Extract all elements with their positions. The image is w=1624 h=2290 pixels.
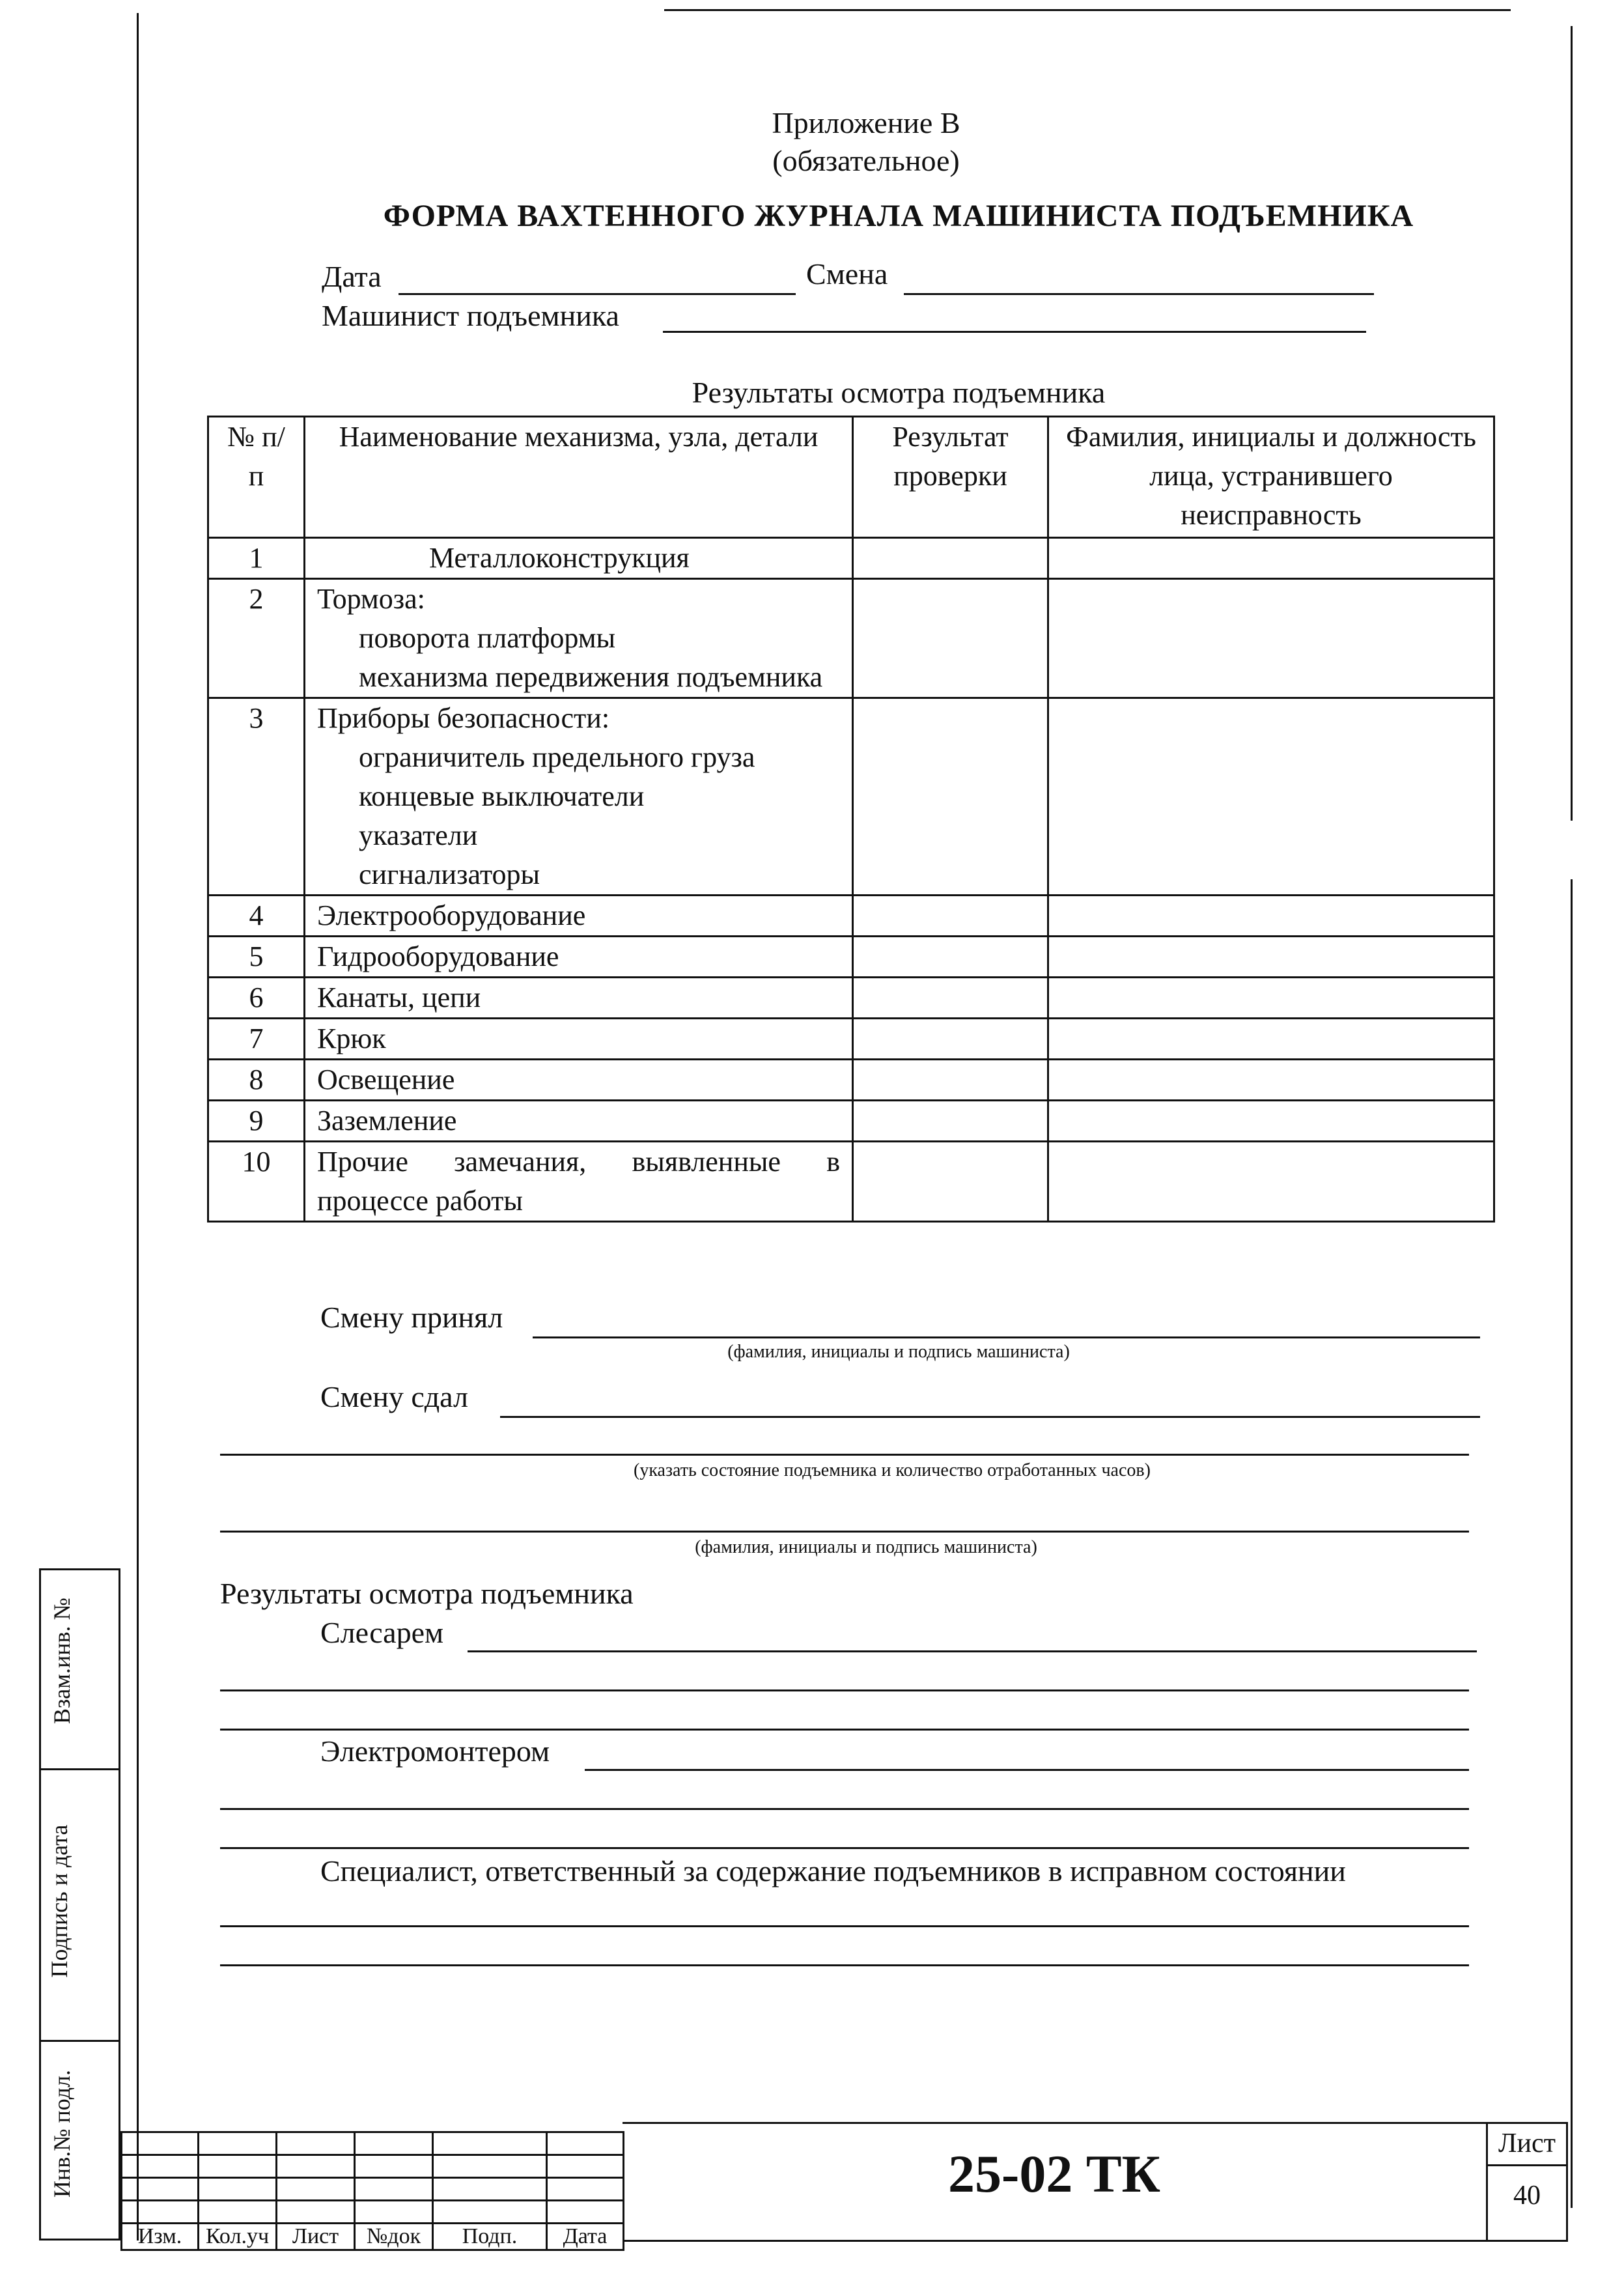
shift-field[interactable] [904, 293, 1374, 295]
margin-exchange-box [39, 1568, 120, 1770]
row-name: Приборы безопасности: [317, 702, 610, 734]
row-number: 6 [208, 978, 305, 1019]
row-name: Гидрооборудование [305, 937, 853, 978]
table-row [208, 1019, 1494, 1060]
shift-handed-field[interactable] [500, 1416, 1480, 1418]
row-name: Заземление [305, 1101, 853, 1142]
margin-sign-label: Подпись и дата [46, 1824, 72, 1978]
electrician-label: Электромонтером [320, 1734, 550, 1768]
row-name-cell [305, 579, 853, 698]
result-cell[interactable] [853, 896, 1048, 937]
result-cell[interactable] [853, 698, 1048, 896]
date-field[interactable] [399, 293, 796, 295]
result-cell[interactable] [853, 937, 1048, 978]
margin-inv-label: Инв.№ подл. [49, 2069, 75, 2198]
row-name: Освещение [305, 1060, 853, 1101]
table-row [208, 978, 1494, 1019]
result-cell[interactable] [853, 579, 1048, 698]
state-caption: (указать состояние подъемника и количество отработанных часов) [634, 1460, 1151, 1480]
specialist-line-2[interactable] [220, 1964, 1469, 1966]
person-cell[interactable] [1048, 579, 1494, 698]
sheet-number: 40 [1513, 2181, 1541, 2211]
row-subitem: механизма передвижения подъемника [359, 661, 823, 693]
row-number: 9 [208, 1101, 305, 1142]
table-row [208, 1101, 1494, 1142]
row-number: 5 [208, 937, 305, 978]
row-number: 1 [208, 538, 305, 579]
frame-left-line [137, 13, 139, 2241]
inspection-table [207, 416, 1495, 1223]
frame-top-line [664, 9, 1511, 11]
row-number: 10 [208, 1142, 305, 1222]
sheet-box [1486, 2122, 1568, 2242]
locksmith-line-3[interactable] [220, 1729, 1469, 1731]
tb-col-doc: №док [355, 2224, 433, 2250]
date-label: Дата [322, 260, 382, 293]
person-cell[interactable] [1048, 538, 1494, 579]
person-cell[interactable] [1048, 1060, 1494, 1101]
table-row [208, 579, 1494, 698]
row-number: 8 [208, 1060, 305, 1101]
result-cell[interactable] [853, 1019, 1048, 1060]
row-number: 4 [208, 896, 305, 937]
electrician-line-3[interactable] [220, 1847, 1469, 1849]
row-name: Металлоконструкция [305, 538, 853, 579]
state-field[interactable] [220, 1454, 1469, 1456]
document-code: 25-02 ТК [948, 2144, 1160, 2203]
locksmith-line-2[interactable] [220, 1689, 1469, 1691]
header-result: Результат проверки [853, 417, 1048, 538]
row-number: 7 [208, 1019, 305, 1060]
row-subitem: ограничитель предельного груза [359, 741, 755, 773]
person-cell[interactable] [1048, 896, 1494, 937]
row-name: Канаты, цепи [305, 978, 853, 1019]
operator-label: Машинист подъемника [322, 299, 619, 332]
header-person: Фамилия, инициалы и должность лица, устранившего неисправность [1048, 417, 1494, 538]
result-cell[interactable] [853, 1142, 1048, 1222]
table-row [208, 538, 1494, 579]
result-cell[interactable] [853, 978, 1048, 1019]
person-cell[interactable] [1048, 698, 1494, 896]
row-number: 3 [208, 698, 305, 896]
row-name-cell [305, 698, 853, 896]
locksmith-field[interactable] [468, 1650, 1477, 1652]
row-number: 2 [208, 579, 305, 698]
frame-right-line-lower [1571, 879, 1573, 2208]
handed-signature-field[interactable] [220, 1531, 1469, 1533]
result-cell[interactable] [853, 1060, 1048, 1101]
table-caption: Результаты осмотра подъемника [692, 376, 1106, 409]
margin-inv-box [39, 2040, 120, 2241]
inspection-results-title: Результаты осмотра подъемника [220, 1577, 634, 1610]
row-name: Тормоза: [317, 583, 425, 615]
appendix-label: Приложение В [772, 106, 960, 139]
shift-label: Смена [806, 257, 888, 290]
operator-field[interactable] [663, 331, 1366, 333]
tb-col-sign: Подп. [433, 2224, 547, 2250]
title-block-grid [120, 2131, 624, 2251]
person-cell[interactable] [1048, 1019, 1494, 1060]
electrician-field[interactable] [585, 1769, 1469, 1771]
form-title: ФОРМА ВАХТЕННОГО ЖУРНАЛА МАШИНИСТА ПОДЪЕМНИКА [383, 199, 1414, 233]
header-name: Наименование механизма, узла, детали [305, 417, 853, 538]
handed-caption: (фамилия, инициалы и подпись машиниста) [695, 1537, 1037, 1557]
table-row [208, 698, 1494, 896]
title-block-main [623, 2122, 1486, 2242]
margin-exchange-label: Взам.инв. № [49, 1598, 75, 1724]
tb-col-kol: Кол.уч [199, 2224, 277, 2250]
person-cell[interactable] [1048, 1101, 1494, 1142]
person-cell[interactable] [1048, 1142, 1494, 1222]
row-name: Электрооборудование [305, 896, 853, 937]
sheet-label: Лист [1488, 2128, 1566, 2166]
locksmith-label: Слесарем [320, 1616, 444, 1649]
mandatory-label: (обязательное) [772, 144, 960, 177]
row-subitem: сигнализаторы [359, 858, 540, 890]
table-row [208, 937, 1494, 978]
header-num: № п/п [208, 417, 305, 538]
shift-accepted-field[interactable] [533, 1336, 1480, 1338]
result-cell[interactable] [853, 1101, 1048, 1142]
row-subitem: указатели [359, 819, 478, 851]
table-row [208, 1060, 1494, 1101]
result-cell[interactable] [853, 538, 1048, 579]
person-cell[interactable] [1048, 937, 1494, 978]
margin-sign-box [39, 1768, 120, 2042]
person-cell[interactable] [1048, 978, 1494, 1019]
row-name: Крюк [305, 1019, 853, 1060]
frame-right-line [1571, 26, 1573, 821]
row-name: Прочие замечания, выявленные в процессе работы [305, 1142, 853, 1222]
specialist-line-1[interactable] [220, 1925, 1469, 1927]
row-subitem: концевые выключатели [359, 780, 645, 812]
tb-col-list: Лист [277, 2224, 355, 2250]
table-row [208, 1142, 1494, 1222]
row-subitem: поворота платформы [359, 622, 616, 654]
electrician-line-2[interactable] [220, 1808, 1469, 1810]
shift-accepted-label: Смену принял [320, 1301, 503, 1334]
tb-col-date: Дата [547, 2224, 624, 2250]
specialist-label: Специалист, ответственный за содержание подъемников в исправном состоянии [320, 1854, 1346, 1887]
accepted-caption: (фамилия, инициалы и подпись машиниста) [727, 1342, 1070, 1362]
shift-handed-label: Смену сдал [320, 1380, 468, 1413]
table-row [208, 896, 1494, 937]
tb-col-izm: Изм. [122, 2224, 199, 2250]
